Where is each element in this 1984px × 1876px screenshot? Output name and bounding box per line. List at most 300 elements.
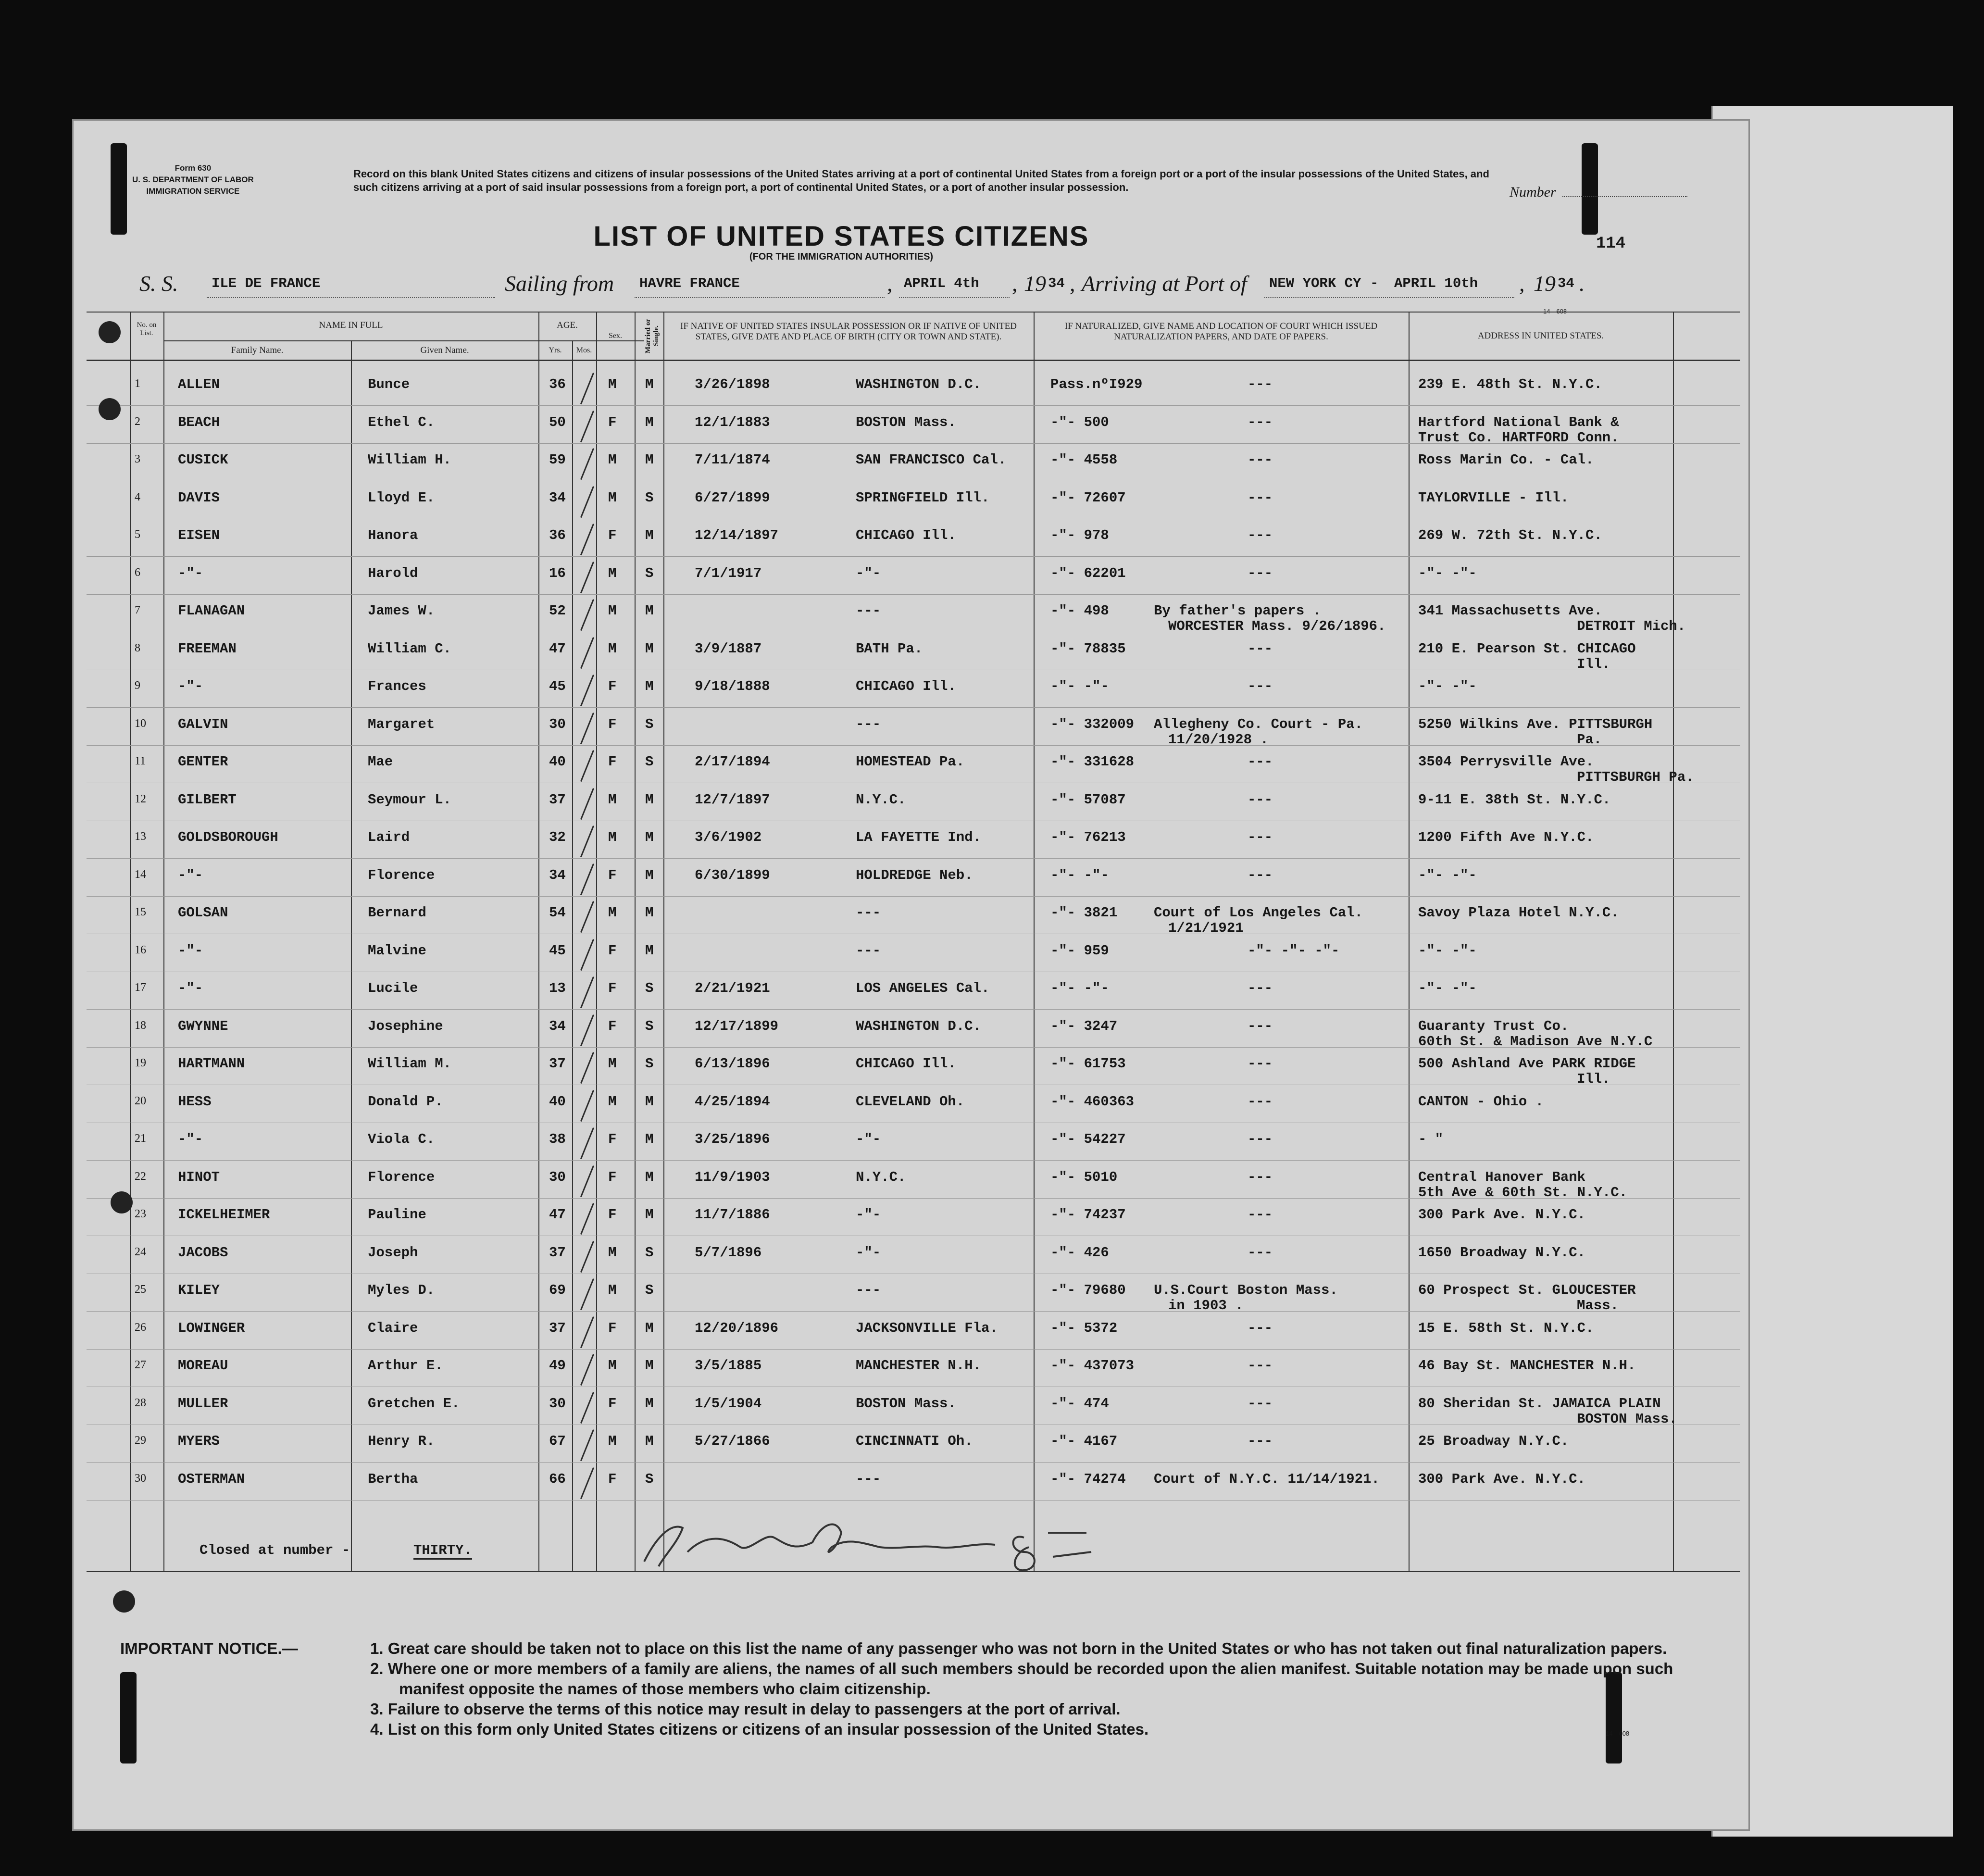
check-mark [580, 524, 594, 555]
birth-date: 12/14/1897 [695, 527, 779, 543]
court-info: --- [1248, 867, 1273, 883]
address: 25 Broadway N.Y.C. [1418, 1433, 1569, 1449]
birth-date: 4/25/1894 [695, 1093, 770, 1110]
col-header-married: Married or Single. [644, 318, 660, 354]
naturalization-number: -"- 331628 [1050, 754, 1135, 770]
form-instructions: Record on this blank United States citizens and citizens of insular possessions of the United States arriving at a port of continental United States from a foreign port or a port of the insular possessions of the United States, and such citizens arriving at a port of said insular possessions from a foreign port, a port of continental United States, or a port of another insular possession. [353, 168, 1489, 193]
court-info-line2: 1/21/1921 [1168, 920, 1244, 936]
given-name: Florence [368, 867, 435, 883]
table-row [87, 1353, 1740, 1390]
address: 300 Park Ave. N.Y.C. [1418, 1471, 1586, 1487]
row-number: 7 [135, 604, 140, 616]
check-mark [580, 410, 594, 442]
age: 59 [549, 452, 566, 468]
age: 36 [549, 376, 566, 392]
arrival-date: APRIL 10th [1394, 275, 1478, 291]
port-to: NEW YORK CY [1269, 275, 1361, 291]
court-info: --- [1248, 565, 1273, 581]
age: 36 [549, 527, 566, 543]
sex: M [608, 640, 617, 657]
marital-status: M [645, 1207, 654, 1223]
sex: F [608, 867, 617, 883]
age: 49 [549, 1358, 566, 1374]
age: 50 [549, 414, 566, 430]
address: CANTON - Ohio . [1418, 1093, 1544, 1110]
marital-status: M [645, 678, 654, 694]
binding-mark [1582, 143, 1598, 235]
sex: F [608, 414, 617, 430]
age: 32 [549, 829, 566, 845]
sex: M [608, 565, 617, 581]
naturalization-number: -"- 3821 [1050, 905, 1118, 921]
court-info: --- [1248, 678, 1273, 694]
age: 66 [549, 1471, 566, 1487]
birth-date: 2/17/1894 [695, 754, 770, 770]
family-name: DAVIS [178, 489, 220, 506]
address-line2: BOSTON Mass. [1577, 1411, 1677, 1427]
birth-place: CHICAGO Ill. [856, 527, 956, 543]
family-name: MOREAU [178, 1358, 228, 1374]
court-info: --- [1248, 829, 1273, 845]
sex: F [608, 716, 617, 732]
age: 34 [549, 867, 566, 883]
given-name: William C. [368, 640, 452, 657]
table-row [87, 1428, 1740, 1466]
table-row [87, 674, 1740, 711]
form-code-bottom: 14—608 [1606, 1730, 1630, 1737]
marital-status: S [645, 1244, 654, 1261]
naturalization-number: -"- 332009 [1050, 716, 1135, 732]
row-number: 9 [135, 679, 140, 692]
given-name: Malvine [368, 942, 426, 959]
naturalization-number: -"- -"- [1050, 980, 1109, 996]
given-name: Margaret [368, 716, 435, 732]
row-number: 8 [135, 641, 140, 654]
age: 38 [549, 1131, 566, 1147]
punch-hole [99, 398, 121, 420]
court-info: --- [1248, 1395, 1273, 1412]
row-number: 11 [135, 755, 146, 767]
age: 40 [549, 1093, 566, 1110]
page-title: LIST OF UNITED STATES CITIZENS [593, 221, 1089, 252]
age: 30 [549, 1169, 566, 1185]
birth-date: --- [856, 1471, 881, 1487]
court-info: Allegheny Co. Court - Pa. [1154, 716, 1363, 732]
age: 13 [549, 980, 566, 996]
address: 300 Park Ave. N.Y.C. [1418, 1207, 1586, 1223]
row-number: 26 [135, 1321, 146, 1334]
naturalization-number: -"- 54227 [1050, 1131, 1126, 1147]
check-mark [580, 1429, 594, 1461]
given-name: Bernard [368, 905, 426, 921]
given-name: Bertha [368, 1471, 418, 1487]
given-name: Myles D. [368, 1282, 435, 1298]
given-name: Josephine [368, 1018, 443, 1034]
birth-place: WASHINGTON D.C. [856, 1018, 982, 1034]
sail-date: APRIL 4th [904, 275, 979, 291]
birth-date: 9/18/1888 [695, 678, 770, 694]
marital-status: M [645, 791, 654, 808]
sex: F [608, 1169, 617, 1185]
given-name: Claire [368, 1320, 418, 1336]
court-info-line2: 11/20/1928 . [1168, 731, 1269, 748]
row-number: 16 [135, 943, 146, 956]
age: 30 [549, 1395, 566, 1412]
binding-mark [111, 143, 127, 235]
address-line2: Pa. [1577, 731, 1602, 748]
port-from: HAVRE FRANCE [639, 275, 740, 291]
sex: M [608, 452, 617, 468]
address: 500 Ashland Ave PARK RIDGE [1418, 1056, 1636, 1072]
family-name: HARTMANN [178, 1056, 245, 1072]
court-info: -"- -"- -"- [1248, 942, 1340, 959]
birth-place: MANCHESTER N.H. [856, 1358, 982, 1374]
marital-status: S [645, 980, 654, 996]
court-info-line2: WORCESTER Mass. 9/26/1896. [1168, 618, 1386, 634]
birth-place: BOSTON Mass. [856, 1395, 956, 1412]
given-name: Donald P. [368, 1093, 443, 1110]
family-name: BEACH [178, 414, 220, 430]
court-info: --- [1248, 1131, 1273, 1147]
row-number: 14 [135, 868, 146, 881]
marital-status: M [645, 1358, 654, 1374]
closed-label: Closed at number - [200, 1542, 350, 1558]
birth-place: -"- [856, 1207, 881, 1223]
notice-item-2-cont: manifest opposite the names of those members who claim citizenship. [399, 1680, 931, 1698]
col-header-birth: IF NATIVE OF UNITED STATES INSULAR POSSESSION OR IF NATIVE OF UNITED STATES, GIVE DATE AND PLACE OF BIRTH (CITY OR TOWN AND STATE). [680, 321, 1017, 342]
address: -"- -"- [1418, 980, 1477, 996]
birth-date: 6/27/1899 [695, 489, 770, 506]
address: 46 Bay St. MANCHESTER N.H. [1418, 1358, 1636, 1374]
family-name: FREEMAN [178, 640, 237, 657]
address-line2: PITTSBURGH Pa. [1577, 769, 1694, 785]
punch-hole [99, 321, 121, 343]
check-mark [580, 486, 594, 517]
notice-item-4: 4. List on this form only United States citizens or citizens of an insular possession of the United States. [370, 1720, 1149, 1738]
row-number: 10 [135, 717, 146, 730]
binding-mark [120, 1672, 137, 1763]
naturalization-number: -"- 74237 [1050, 1207, 1126, 1223]
court-info: Court of N.Y.C. 11/14/1921. [1154, 1471, 1380, 1487]
check-mark [580, 1014, 594, 1046]
birth-date: --- [856, 603, 881, 619]
table-row [87, 485, 1740, 523]
given-name: Hanora [368, 527, 418, 543]
address: 9-11 E. 38th St. N.Y.C. [1418, 791, 1611, 808]
notice-heading: IMPORTANT NOTICE.— [120, 1639, 298, 1657]
birth-date: --- [856, 942, 881, 959]
age: 69 [549, 1282, 566, 1298]
address: -"- -"- [1418, 867, 1477, 883]
birth-date: 11/7/1886 [695, 1207, 770, 1223]
marital-status: S [645, 489, 654, 506]
court-info: --- [1248, 754, 1273, 770]
sex: F [608, 980, 617, 996]
court-info: --- [1248, 452, 1273, 468]
age: 16 [549, 565, 566, 581]
naturalization-number: -"- 72607 [1050, 489, 1126, 506]
sex: M [608, 791, 617, 808]
ss-label: S. S. [139, 271, 178, 296]
table-row [87, 1013, 1740, 1051]
address: - " [1418, 1131, 1444, 1147]
given-name: Florence [368, 1169, 435, 1185]
naturalization-number: -"- 474 [1050, 1395, 1109, 1412]
ship-name: ILE DE FRANCE [212, 275, 321, 291]
birth-place: LOS ANGELES Cal. [856, 980, 990, 996]
sex: F [608, 1320, 617, 1336]
birth-date: 1/5/1904 [695, 1395, 762, 1412]
marital-status: S [645, 1056, 654, 1072]
row-number: 23 [135, 1208, 146, 1220]
sex: M [608, 1093, 617, 1110]
marital-status: M [645, 640, 654, 657]
age: 34 [549, 1018, 566, 1034]
sex: M [608, 1244, 617, 1261]
family-name: GILBERT [178, 791, 237, 808]
birth-date: 2/21/1921 [695, 980, 770, 996]
given-name: Lloyd E. [368, 489, 435, 506]
naturalization-number: -"- -"- [1050, 867, 1109, 883]
family-name: -"- [178, 1131, 203, 1147]
address: 341 Massachusetts Ave. [1418, 603, 1602, 619]
sex: F [608, 527, 617, 543]
address: 1200 Fifth Ave N.Y.C. [1418, 829, 1594, 845]
manifest-sheet [72, 119, 1750, 1831]
table-row [87, 1089, 1740, 1126]
check-mark [580, 1278, 594, 1310]
sex: M [608, 829, 617, 845]
given-name: William M. [368, 1056, 452, 1072]
age: 37 [549, 791, 566, 808]
court-info: --- [1248, 376, 1273, 392]
sail-year-prefix: 19 [1024, 271, 1046, 296]
table-row [87, 1240, 1740, 1277]
family-name: -"- [178, 565, 203, 581]
sex: M [608, 1282, 617, 1298]
family-name: CUSICK [178, 452, 228, 468]
family-name: MULLER [178, 1395, 228, 1412]
birth-place: WASHINGTON D.C. [856, 376, 982, 392]
table-row [87, 1277, 1740, 1315]
table-row [87, 938, 1740, 976]
sex: F [608, 1471, 617, 1487]
given-name: Frances [368, 678, 426, 694]
address-line2: 5th Ave & 60th St. N.Y.C. [1418, 1184, 1628, 1201]
given-name: James W. [368, 603, 435, 619]
family-name: -"- [178, 980, 203, 996]
row-number: 24 [135, 1245, 146, 1258]
row-number: 21 [135, 1132, 146, 1145]
family-name: EISEN [178, 527, 220, 543]
row-number: 19 [135, 1057, 146, 1069]
sex: M [608, 1433, 617, 1449]
address: Ross Marin Co. - Cal. [1418, 452, 1594, 468]
marital-status: M [645, 1433, 654, 1449]
age: 40 [549, 754, 566, 770]
naturalization-number: -"- 5010 [1050, 1169, 1118, 1185]
col-header-no: No. on List. [137, 321, 157, 337]
birth-date: --- [856, 716, 881, 732]
sailing-label: Sailing from [505, 271, 614, 296]
family-name: MYERS [178, 1433, 220, 1449]
row-number: 20 [135, 1094, 146, 1107]
arriving-label: Arriving at Port of [1082, 271, 1247, 296]
birth-date: 5/27/1866 [695, 1433, 770, 1449]
sex: F [608, 1207, 617, 1223]
marital-status: S [645, 1471, 654, 1487]
address: 3504 Perrysville Ave. [1418, 754, 1594, 770]
given-name: Laird [368, 829, 410, 845]
check-mark [580, 561, 594, 593]
family-name: LOWINGER [178, 1320, 245, 1336]
check-mark [580, 825, 594, 857]
check-mark [580, 1127, 594, 1159]
row-number: 15 [135, 906, 146, 918]
naturalization-number: -"- 500 [1050, 414, 1109, 430]
birth-date: 5/7/1896 [695, 1244, 762, 1261]
form-code-top: 14—608 [1543, 308, 1567, 315]
address-line2: Trust Co. HARTFORD Conn. [1418, 429, 1619, 446]
age: 37 [549, 1244, 566, 1261]
row-number: 13 [135, 830, 146, 843]
number-field [1562, 196, 1687, 197]
birth-place: SPRINGFIELD Ill. [856, 489, 990, 506]
family-name: KILEY [178, 1282, 220, 1298]
age: 30 [549, 716, 566, 732]
birth-place: BATH Pa. [856, 640, 923, 657]
birth-date: 12/20/1896 [695, 1320, 779, 1336]
service-name: IMMIGRATION SERVICE [146, 187, 240, 196]
family-name: ALLEN [178, 376, 220, 392]
sex: M [608, 905, 617, 921]
age: 47 [549, 640, 566, 657]
check-mark [580, 1089, 594, 1121]
punch-hole [111, 1191, 133, 1213]
table-row [87, 561, 1740, 598]
birth-place: -"- [856, 1244, 881, 1261]
birth-date: 11/9/1903 [695, 1169, 770, 1185]
family-name: GALVIN [178, 716, 228, 732]
marital-status: M [645, 1131, 654, 1147]
table-row [87, 523, 1740, 560]
table-row [87, 1202, 1740, 1239]
row-number: 27 [135, 1359, 146, 1371]
marital-status: S [645, 1018, 654, 1034]
court-info: --- [1248, 1207, 1273, 1223]
naturalization-number: -"- 460363 [1050, 1093, 1135, 1110]
court-info: --- [1248, 980, 1273, 996]
marital-status: S [645, 1282, 654, 1298]
family-name: -"- [178, 867, 203, 883]
address: -"- -"- [1418, 678, 1477, 694]
form-identification [132, 163, 254, 197]
col-header-naturalized: IF NATURALIZED, GIVE NAME AND LOCATION OF COURT WHICH ISSUED NATURALIZATION PAPERS, AND DATE OF PAPERS. [1064, 321, 1378, 342]
age: 47 [549, 1207, 566, 1223]
naturalization-number: -"- 426 [1050, 1244, 1109, 1261]
family-name: -"- [178, 678, 203, 694]
naturalization-number: -"- 79680 [1050, 1282, 1126, 1298]
birth-place: CLEVELAND Oh. [856, 1093, 965, 1110]
birth-date: --- [856, 1282, 881, 1298]
birth-date: 3/6/1902 [695, 829, 762, 845]
sex: F [608, 1131, 617, 1147]
marital-status: M [645, 1169, 654, 1185]
table-row [87, 636, 1740, 674]
number-label: Number [1510, 184, 1556, 200]
birth-date: 3/25/1896 [695, 1131, 770, 1147]
check-mark [580, 448, 594, 480]
given-name: Harold [368, 565, 418, 581]
page-subtitle: (FOR THE IMMIGRATION AUTHORITIES) [749, 251, 934, 262]
row-number: 6 [135, 566, 140, 579]
marital-status: M [645, 1320, 654, 1336]
naturalization-number: -"- 74274 [1050, 1471, 1126, 1487]
address-line2: 60th St. & Madison Ave N.Y.C [1418, 1033, 1653, 1050]
court-info: --- [1248, 414, 1273, 430]
given-name: William H. [368, 452, 452, 468]
court-info: U.S.Court Boston Mass. [1154, 1282, 1338, 1298]
family-name: -"- [178, 942, 203, 959]
family-name: GWYNNE [178, 1018, 228, 1034]
table-row [87, 372, 1740, 409]
age: 54 [549, 905, 566, 921]
marital-status: M [645, 942, 654, 959]
table-row [87, 1126, 1740, 1164]
family-name: JACOBS [178, 1244, 228, 1261]
col-header-age: AGE. [557, 320, 578, 330]
row-number: 1 [135, 377, 140, 390]
age: 34 [549, 489, 566, 506]
birth-date: 12/7/1897 [695, 791, 770, 808]
table-row [87, 1315, 1740, 1353]
check-mark [580, 1354, 594, 1386]
row-number: 22 [135, 1170, 146, 1183]
family-name: ICKELHEIMER [178, 1207, 270, 1223]
address: 1650 Broadway N.Y.C. [1418, 1244, 1586, 1261]
address: 5250 Wilkins Ave. PITTSBURGH [1418, 716, 1653, 732]
given-name: Viola C. [368, 1131, 435, 1147]
col-header-mos: Mos. [576, 346, 592, 354]
check-mark [580, 1316, 594, 1348]
birth-place: SAN FRANCISCO Cal. [856, 452, 1007, 468]
marital-status: M [645, 527, 654, 543]
passenger-table [87, 312, 1750, 1586]
marital-status: M [645, 603, 654, 619]
court-info: --- [1248, 640, 1273, 657]
court-info: --- [1248, 1056, 1273, 1072]
family-name: GENTER [178, 754, 228, 770]
check-mark [580, 1203, 594, 1235]
check-mark [580, 712, 594, 744]
court-info: By father's papers . [1154, 603, 1322, 619]
birth-place: -"- [856, 1131, 881, 1147]
given-name: Mae [368, 754, 393, 770]
arrival-year-prefix: 19 [1534, 271, 1556, 296]
naturalization-number: -"- 61753 [1050, 1056, 1126, 1072]
sex: M [608, 376, 617, 392]
closed-value: THIRTY. [413, 1542, 472, 1560]
naturalization-number: -"- 5372 [1050, 1320, 1118, 1336]
arrival-year: 34 [1558, 275, 1574, 291]
address-line2: Ill. [1577, 656, 1610, 672]
given-name: Seymour L. [368, 791, 452, 808]
address: Guaranty Trust Co. [1418, 1018, 1569, 1034]
address: 239 E. 48th St. N.Y.C. [1418, 376, 1602, 392]
address: 210 E. Pearson St. CHICAGO [1418, 640, 1636, 657]
check-mark [580, 675, 594, 706]
address: -"- -"- [1418, 565, 1477, 581]
